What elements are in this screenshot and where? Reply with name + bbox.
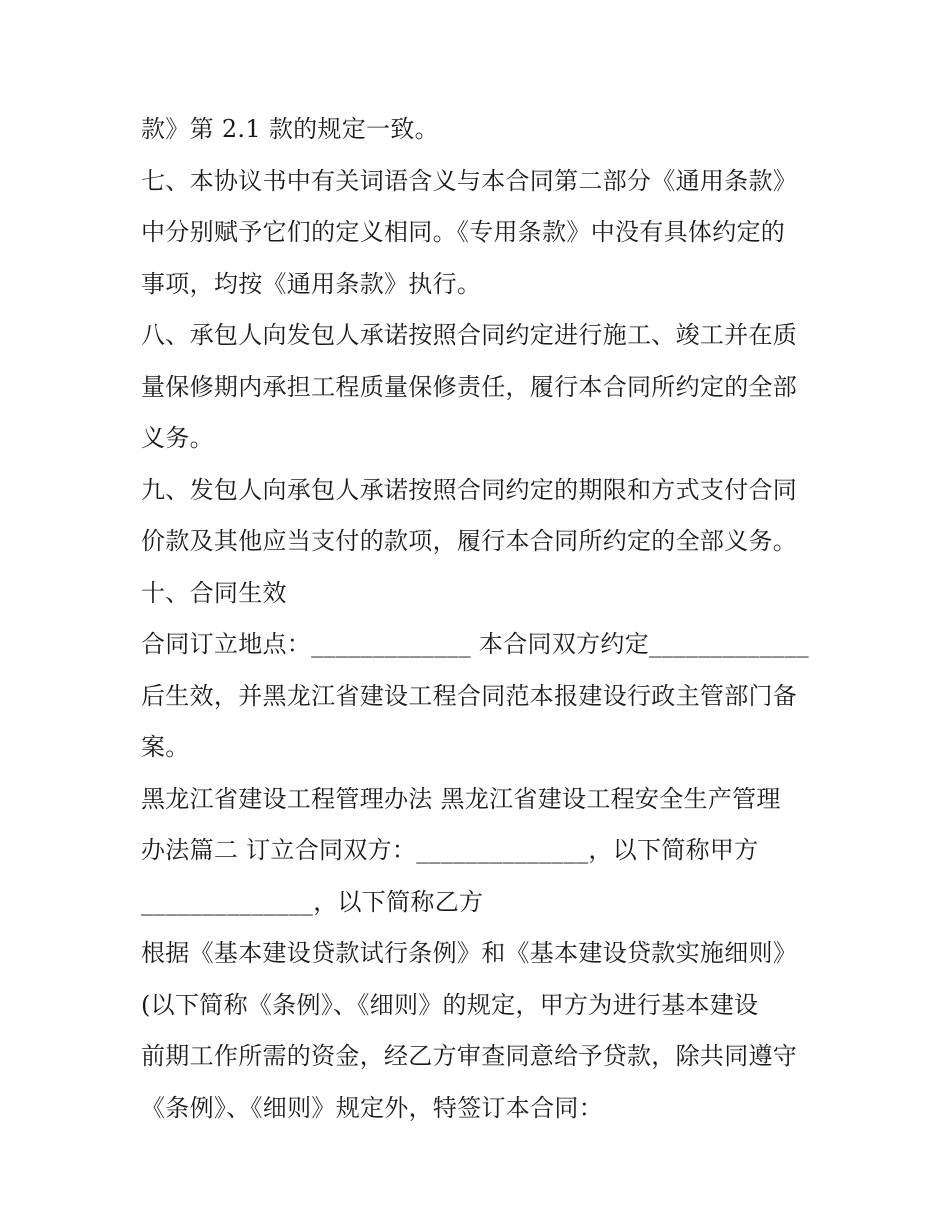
text-line: 款》第 2.1 款的规定一致。 xyxy=(141,115,439,143)
text-line: 前期工作所需的资金，经乙方审查同意给予贷款，除共同遵守 xyxy=(141,1042,798,1070)
text-line: ______________，以下简称乙方 xyxy=(141,887,484,916)
text-line: 七、本协议书中有关词语含义与本合同第二部分《通用条款》 xyxy=(141,166,798,195)
text-line: 事项，均按《通用条款》执行。 xyxy=(141,269,482,298)
text-line: 九、发包人向承包人承诺按照合同约定的期限和方式支付合同 xyxy=(141,475,798,504)
text-line: 八、承包人向发包人承诺按照合同约定进行施工、竣工并在质 xyxy=(141,321,798,349)
text-line: 十、合同生效 xyxy=(141,578,287,607)
document-body xyxy=(141,104,821,1134)
text-line: 根据《基本建设贷款试行条例》和《基本建设贷款实施细则》 xyxy=(141,939,798,967)
text-line: 合同订立地点：_____________ 本合同双方约定_____________ xyxy=(141,630,809,658)
text-line: (以下简称《条例》、《细则》的规定，甲方为进行基本建设 xyxy=(141,990,759,1019)
text-line: 义务。 xyxy=(141,424,214,452)
text-line: 价款及其他应当支付的款项，履行本合同所约定的全部义务。 xyxy=(141,527,798,555)
text-line: 黑龙江省建设工程管理办法 黑龙江省建设工程安全生产管理 xyxy=(141,784,781,813)
text-line: 《条例》、《细则》规定外，特签订本合同： xyxy=(141,1093,603,1122)
text-line: 案。 xyxy=(141,733,190,761)
text-line: 办法篇二 订立合同双方：______________，以下简称甲方 xyxy=(141,836,759,864)
text-line: 量保修期内承担工程质量保修责任，履行本合同所约定的全部 xyxy=(141,372,798,401)
text-line: 中分别赋予它们的定义相同。《专用条款》中没有具体约定的 xyxy=(141,218,786,246)
text-line: 后生效，并黑龙江省建设工程合同范本报建设行政主管部门备 xyxy=(141,681,798,710)
